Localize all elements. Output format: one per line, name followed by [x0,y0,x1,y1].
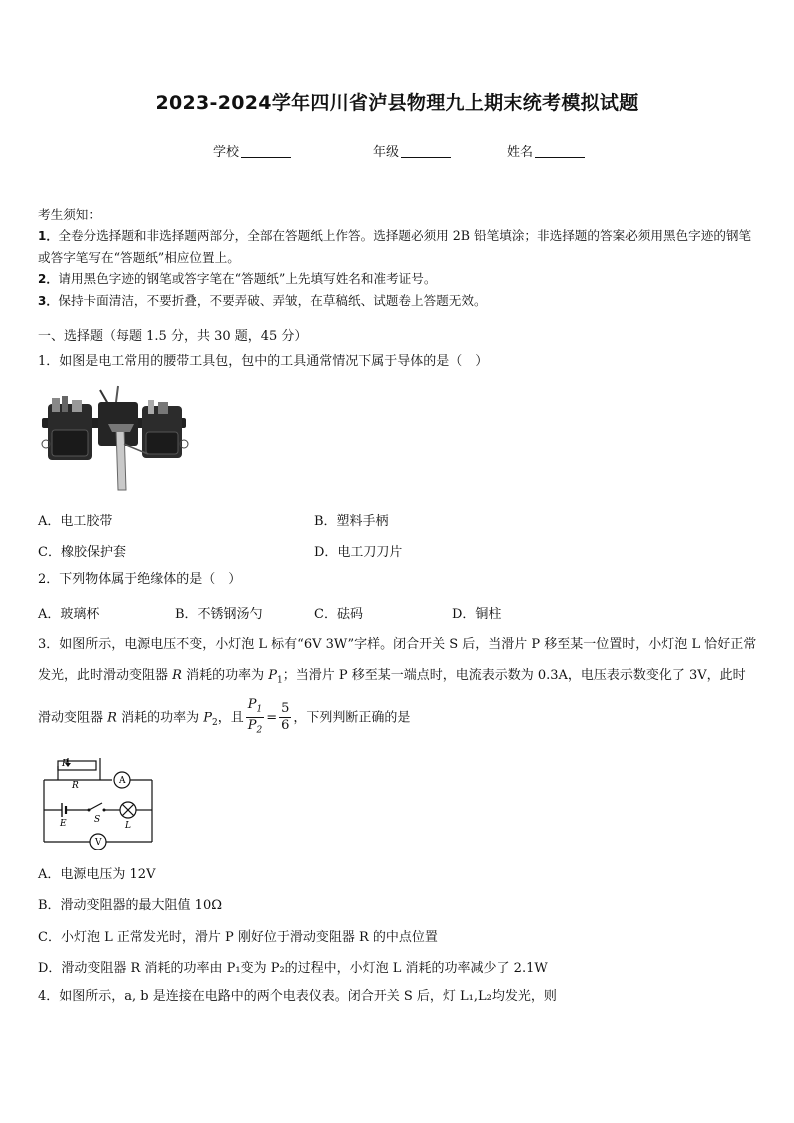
circuit-diagram [38,758,158,850]
notice-item: 3．保持卡面清洁，不要折叠，不要弄破、弄皱，在草稿纸、试题卷上答题无效。 [38,293,487,308]
notice-item: 2．请用黑色字迹的钢笔或答字笔在“答题纸”上先填写姓名和准考证号。 [38,271,437,286]
school-field[interactable] [213,141,291,160]
label-a: A [119,776,126,786]
tool-belt-image [38,384,190,496]
label-r: R [72,781,79,791]
q2-option-c[interactable]: C．砝码 [314,607,363,622]
q3-option-a[interactable]: A．电源电压为 12V [38,867,156,882]
q2-option-d[interactable]: D．铜柱 [452,607,502,622]
label-l: L [125,821,131,831]
question-4-stem: 4．如图所示，a, b 是连接在电路中的两个电表仪表。闭合开关 S 后，灯 L₁,L₂均发光，则 [38,989,557,1004]
fraction-p1-p2: $\frac{P_1}{P_2}$ [247,696,263,736]
q3-option-c[interactable]: C．小灯泡 L 正常发光时，滑片 P 刚好位于滑动变阻器 R 的中点位置 [38,930,438,945]
label-p: P [62,759,69,769]
switch-icon [89,803,102,810]
q3-option-b[interactable]: B．滑动变阻器的最大阻值 10Ω [38,898,223,913]
q1-option-a[interactable]: A．电工胶带 [38,514,113,529]
label-s: S [94,815,101,825]
q2-option-b[interactable]: B．不锈钢汤勺 [175,607,263,622]
grade-label: 年级 [373,145,400,160]
q3-option-d[interactable]: D．滑动变阻器 R 消耗的功率由 P₁变为 P₂的过程中，小灯泡 L 消耗的功率减少了 2.1W [38,961,548,976]
grade-field[interactable] [373,141,451,160]
fraction-5-6: $\frac{5}{6}$ [281,701,290,734]
question-3-stem: 3．如图所示，电源电压不变，小灯泡 L 标有“6V 3W”字样。闭合开关 S 后，当滑片 P 移至某一位置时，小灯泡 L 恰好正常发光，此时滑动变阻器 R 消耗的功率为 $P_1$；当滑片 P 移至某一端点时，电流表示数为 0.3A，电压表示数变化了 3V，此时滑动变阻器 R 消耗的功率为 $P_2$，且 $\frac{P_1}{P_2}$ = $\frac{5}{6}$ ，下列判断正确的是 [38,629,758,739]
label-e: E [60,819,67,829]
q1-option-c[interactable]: C．橡胶保护套 [38,545,126,560]
name-field[interactable] [507,141,585,160]
question-1-stem: 1．如图是电工常用的腰带工具包，包中的工具通常情况下属于导体的是（ ） [38,354,489,369]
school-label: 学校 [213,145,240,160]
question-2-stem: 2．下列物体属于绝缘体的是（ ） [38,572,242,587]
q1-option-d[interactable]: D．电工刀刀片 [314,545,403,560]
notice-heading: 考生须知： [38,207,101,222]
label-v: V [95,838,102,848]
name-label: 姓名 [507,145,534,160]
exam-notice [38,204,758,312]
page-title: 2023-2024学年四川省泸县物理九上期末统考模拟试题 [155,92,639,114]
q2-option-a[interactable]: A．玻璃杯 [38,607,100,622]
notice-item: 1．全卷分选择题和非选择题两部分，全部在答题纸上作答。选择题必须用 2B 铅笔填涂；非选择题的答案必须用黑色字迹的钢笔或答字笔写在“答题纸”相应位置上。 [38,228,752,265]
section-heading: 一、选择题（每题 1.5 分，共 30 题，45 分） [38,329,308,344]
q1-option-b[interactable]: B．塑料手柄 [314,514,389,529]
